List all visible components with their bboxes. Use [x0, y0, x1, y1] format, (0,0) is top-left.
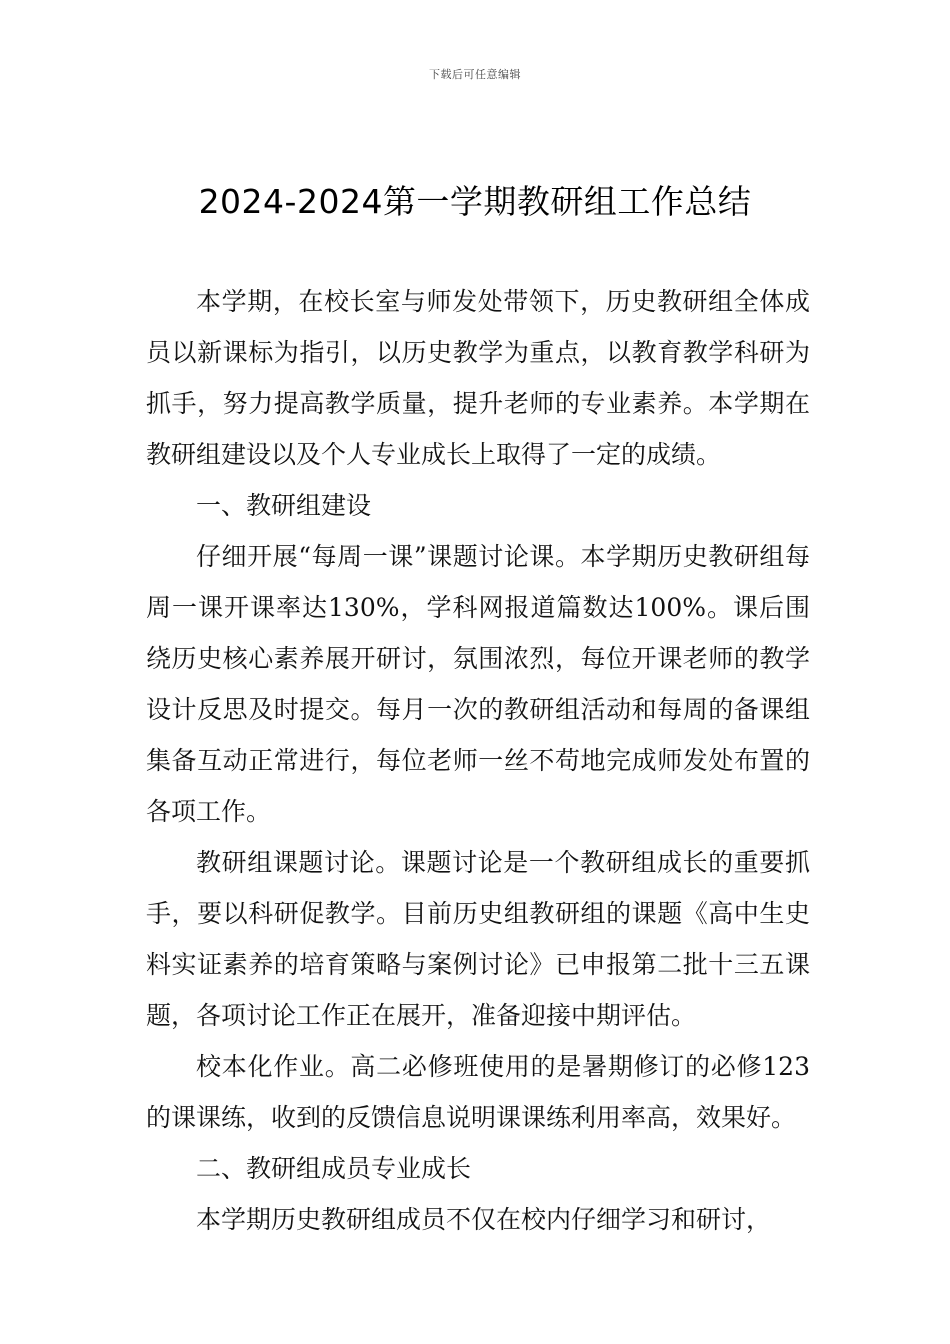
body-paragraph: 教研组课题讨论。课题讨论是一个教研组成长的重要抓手，要以科研促教学。目前历史组教研组的课题《高中生史料实证素养的培育策略与案例讨论》已申报第二批十三五课题，各项讨论工作正在展开，准备迎接中期评估。 [146, 848, 810, 1030]
header-note: 下载后可任意编辑 [429, 68, 521, 81]
body-paragraph: 校本化作业。高二必修班使用的是暑期修订的必修123的课课练，收到的反馈信息说明课课练利用率高，效果好。 [146, 1052, 810, 1132]
body-paragraph: 本学期历史教研组成员不仅在校内仔细学习和研讨， [196, 1205, 772, 1234]
intro-paragraph: 本学期，在校长室与师发处带领下，历史教研组全体成员以新课标为指引，以历史教学为重点，以教育教学科研为抓手，努力提高教学质量，提升老师的专业素养。本学期在教研组建设以及个人专业成长上取得了一定的成绩。 [146, 287, 810, 469]
document-title: 2024-2024第一学期教研组工作总结 [198, 182, 752, 221]
section-heading-1: 一、教研组建设 [196, 491, 372, 520]
document-body [146, 276, 810, 1245]
section-heading-2: 二、教研组成员专业成长 [196, 1154, 472, 1183]
body-paragraph: 仔细开展“每周一课”课题讨论课。本学期历史教研组每周一课开课率达130%，学科网报道篇数达100%。课后围绕历史核心素养展开研讨，氛围浓烈，每位开课老师的教学设计反思及时提交。每月一次的教研组活动和每周的备课组集备互动正常进行，每位老师一丝不苟地完成师发处布置的各项工作。 [146, 542, 810, 826]
